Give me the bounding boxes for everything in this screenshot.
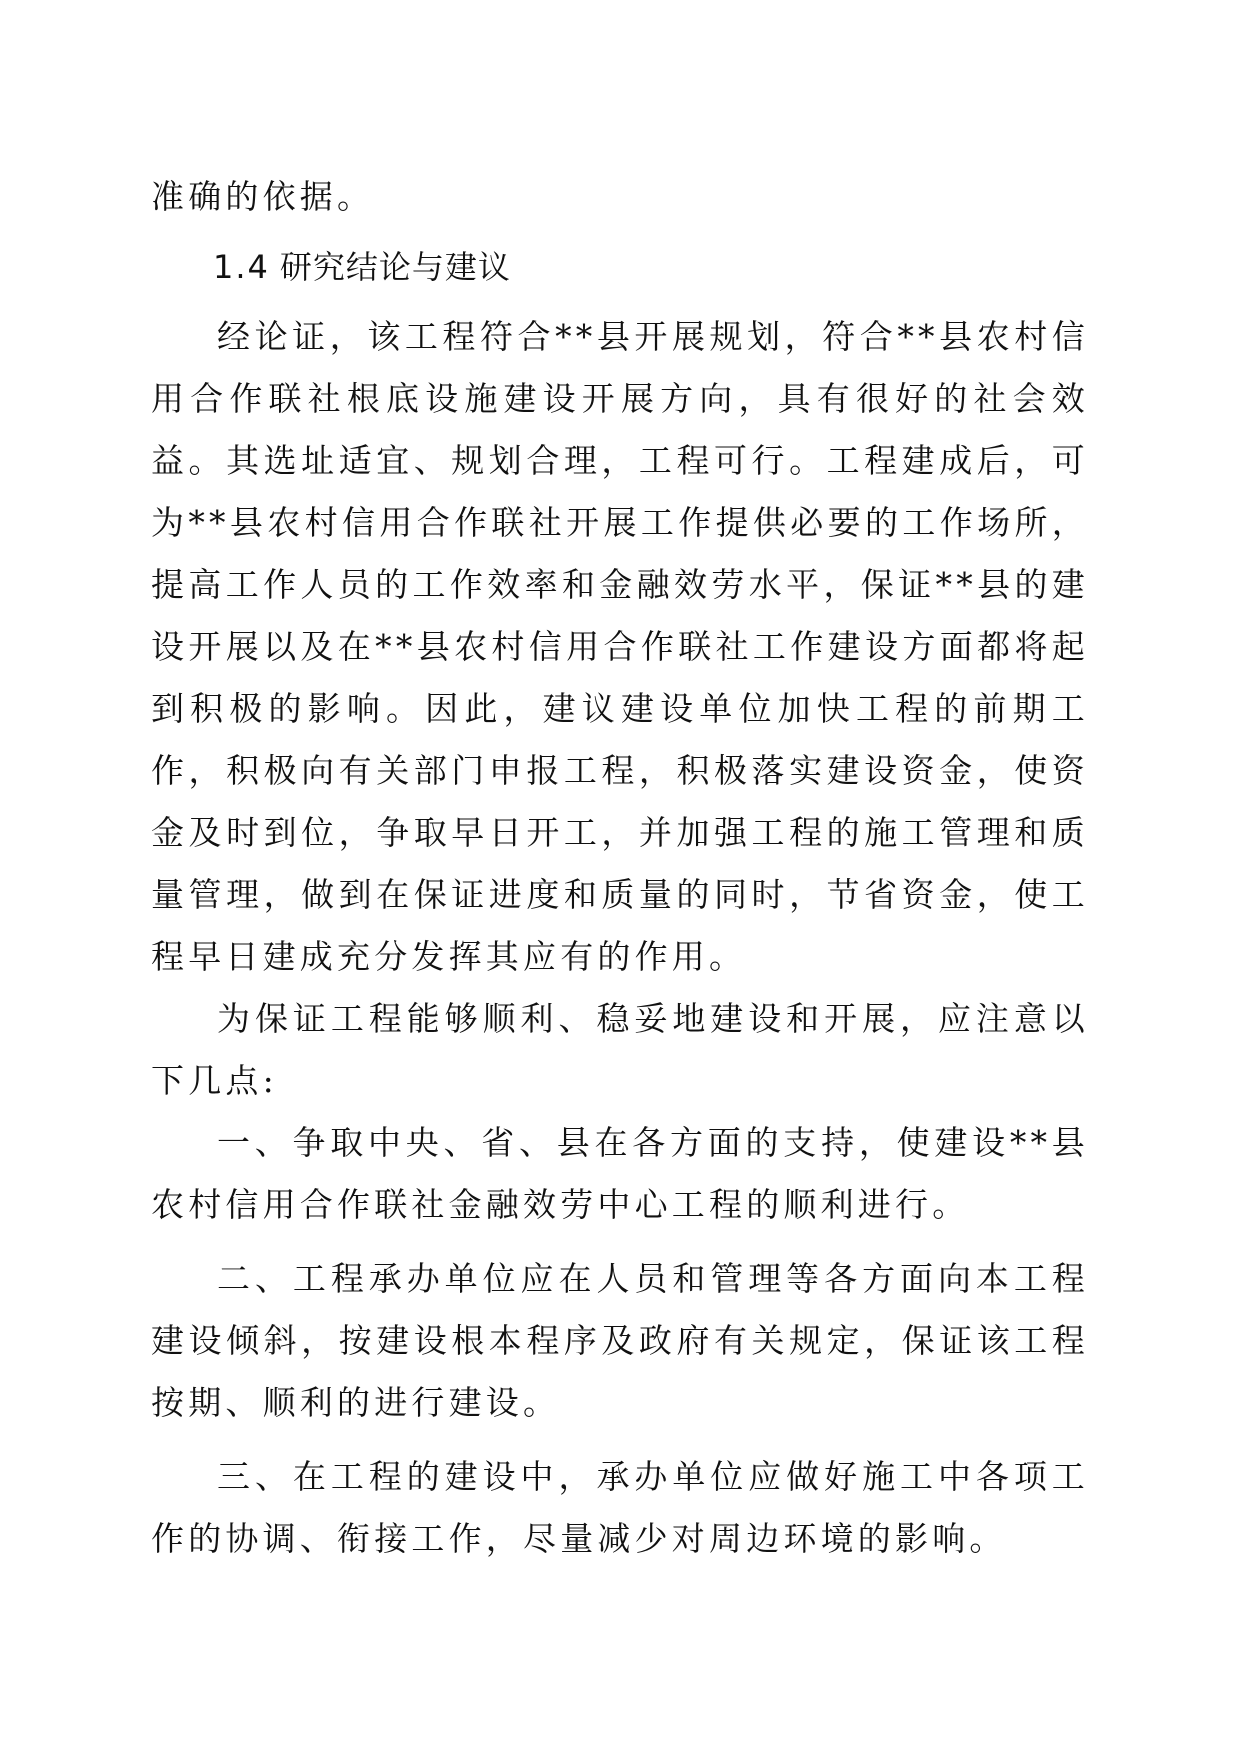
- document-body: [151, 166, 1089, 1570]
- note-three-paragraph: 三、在工程的建设中，承办单位应做好施工中各项工作的协调、衔接工作，尽量减少对周边环境的影响。: [151, 1457, 1089, 1558]
- notes-intro-paragraph: 为保证工程能够顺利、稳妥地建设和开展，应注意以下几点:: [151, 999, 1089, 1100]
- conclusion-paragraph: 经论证，该工程符合**县开展规划，符合**县农村信用合作联社根底设施建设开展方向，具有很好的社会效益。其选址适宜、规划合理，工程可行。工程建成后，可为**县农村信用合作联社开展工作提供必要的工作场所，提高工作人员的工作效率和金融效劳水平，保证**县的建设开展以及在**县农村信用合作联社工作建设方面都将起到积极的影响。因此，建议建设单位加快工程的前期工作，积极向有关部门申报工程，积极落实建设资金，使资金及时到位，争取早日开工，并加强工程的施工管理和质量管理，做到在保证进度和质量的同时，节省资金，使工程早日建成充分发挥其应有的作用。: [151, 317, 1089, 976]
- section-number: 1.4: [213, 248, 270, 286]
- note-one-paragraph: 一、争取中央、省、县在各方面的支持，使建设**县农村信用合作联社金融效劳中心工程的顺利进行。: [151, 1123, 1089, 1224]
- intro-fragment: 准确的依据。: [151, 177, 375, 216]
- section-heading: [151, 234, 1089, 300]
- note-two-paragraph: 二、工程承办单位应在人员和管理等各方面向本工程建设倾斜，按建设根本程序及政府有关规定，保证该工程按期、顺利的进行建设。: [151, 1259, 1089, 1422]
- section-title: 研究结论与建议: [279, 248, 511, 286]
